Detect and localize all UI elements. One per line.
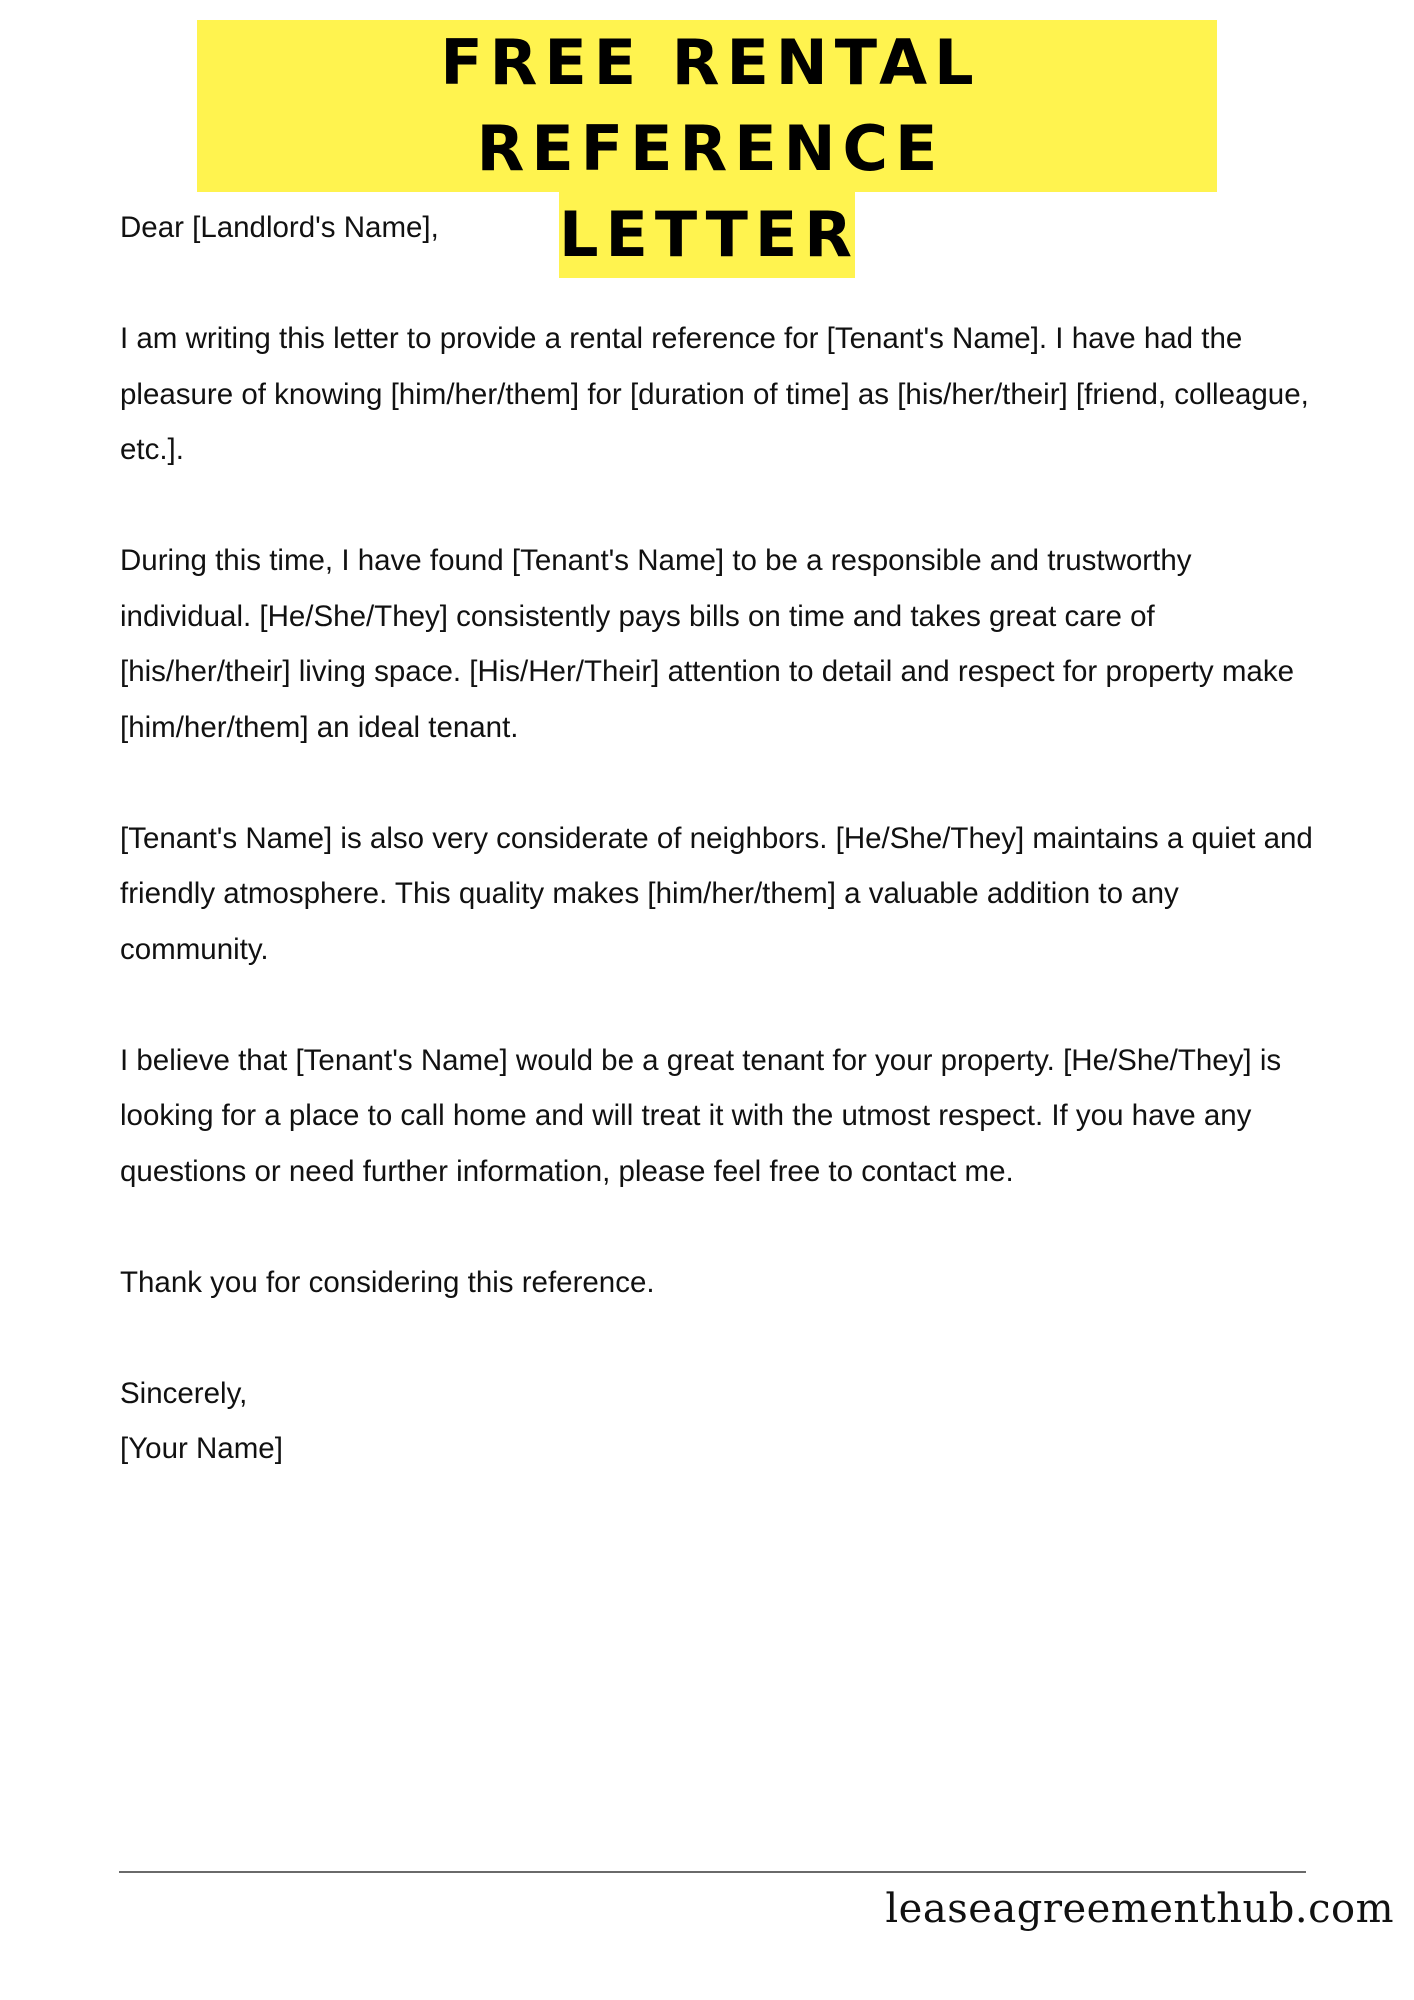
footer-website: leaseagreementhub.com — [885, 1886, 1394, 1932]
letter-greeting: Dear [Landlord's Name], — [120, 211, 439, 244]
title-line-1: FREE RENTAL REFERENCE — [197, 20, 1217, 192]
letter-paragraph-5: Thank you for considering this reference. — [120, 1265, 655, 1299]
letter-signature: [Your Name] — [120, 1432, 283, 1465]
letter-paragraph-2: During this time, I have found [Tenant's Name] to be a responsible and trustworthy individual. [He/She/They] consistently pays bills on time and takes great care of [his/her/their] living space. [His/Her/Their] attention to detail and respect for property make [him/her/them] an ideal tenant. — [120, 544, 1294, 744]
letter-body — [120, 200, 1320, 1477]
title-line-2: LETTER — [559, 192, 855, 278]
letter-paragraph-1: I am writing this letter to provide a rental reference for [Tenant's Name]. I have had the pleasure of knowing [him/her/them] for [duration of time] as [his/her/their] [friend, colleague, etc.]. — [120, 322, 1309, 466]
letter-paragraph-4: I believe that [Tenant's Name] would be a great tenant for your property. [He/She/They] is looking for a place to call home and will treat it with the utmost respect. If you have any questions or need further information, please feel free to contact me. — [120, 1043, 1282, 1188]
letter-paragraph-3: [Tenant's Name] is also very considerate of neighbors. [He/She/They] maintains a quiet and friendly atmosphere. This quality makes [him/her/them] a valuable addition to any community. — [120, 821, 1313, 966]
letter-closing: Sincerely, — [120, 1376, 248, 1410]
footer-divider — [119, 1871, 1306, 1873]
